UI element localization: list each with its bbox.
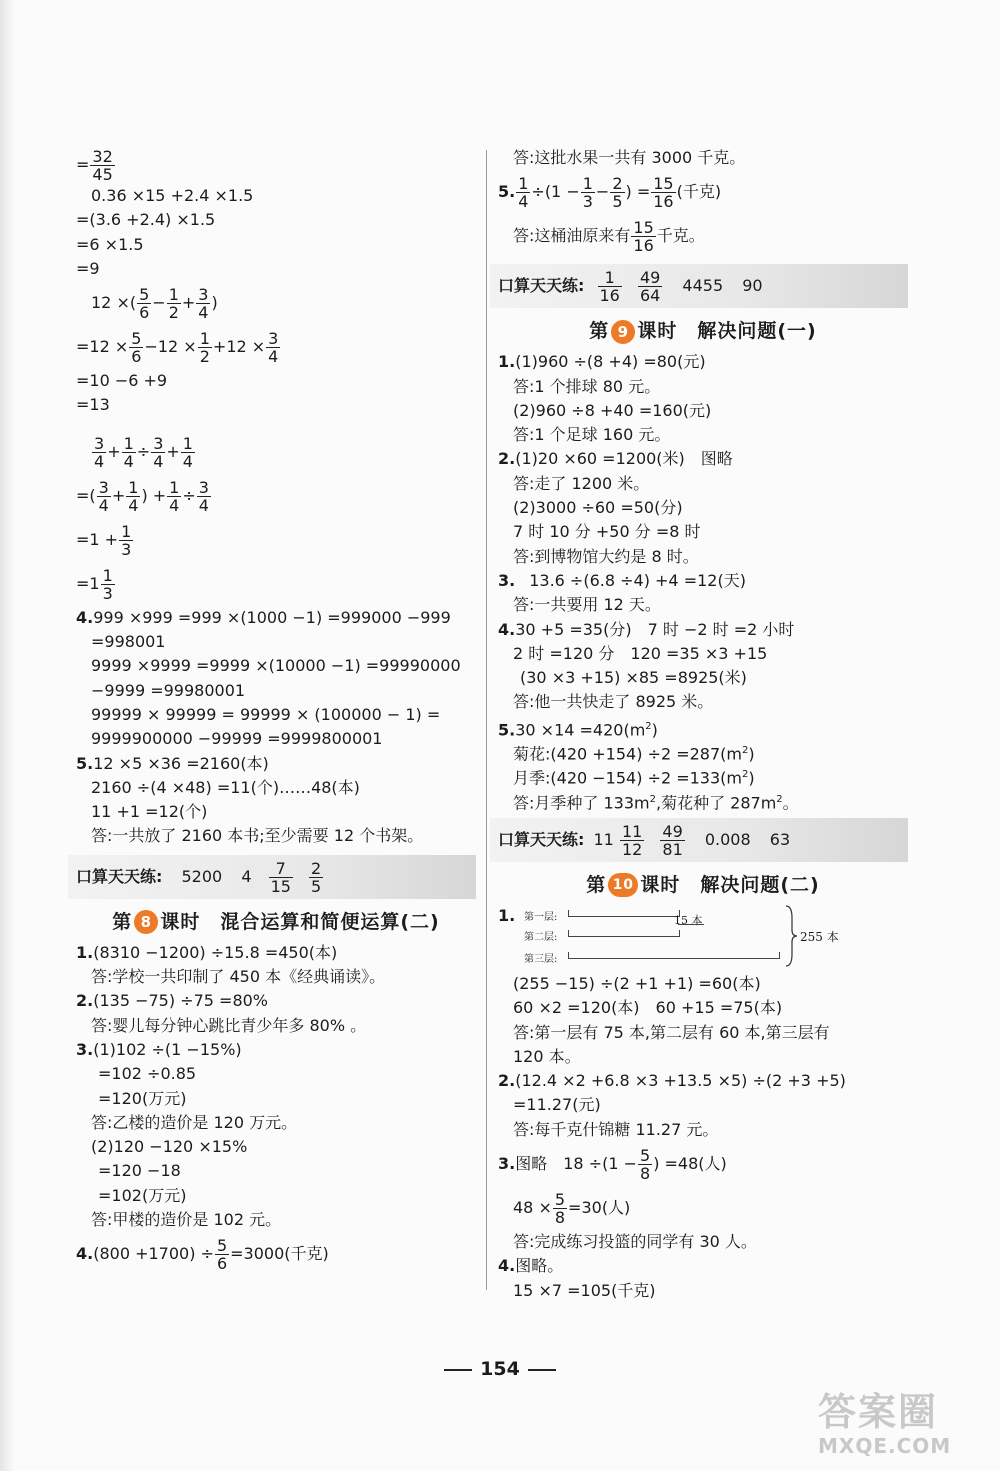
answer-line: 答:他一共快走了 8925 米。 [513,692,714,712]
answer-line: 答:月季种了 $133m^2$,菊花种了 $287m^2$。 [513,792,799,812]
spacer [76,418,476,430]
segment-layer3 [568,952,780,959]
answer-line: 答:完成练习投篮的同学有 30 人。 [513,1232,757,1252]
answer-line: 答:到博物馆大约是 8 时。 [513,546,699,566]
fraction: $\frac{3}{4}$ [94,433,105,471]
question-2-line: 2.(1)20 ×60 =1200(米) 图略 [498,449,733,469]
fraction: $\frac{49}{81}$ [662,821,683,859]
fraction: $\frac{1}{3}$ [121,521,132,559]
expr-line: =1 + $\frac{1}{3}$ [76,521,132,559]
question-4-line: 4.999 ×999 =999 ×(1000 −1) =999000 −999 [76,607,451,627]
question-3-line: 3.(1)102 ÷(1 −15%) [76,1039,242,1059]
answer-line: 答:甲楼的造价是 102 元。 [91,1210,282,1230]
fraction: $\frac{7}{15}$ [270,858,291,896]
segment-layer2 [568,930,680,937]
fraction: $\frac{32}{45}$ [92,147,113,184]
fraction: $\frac{1}{2}$ [199,329,210,367]
answer-line: 答:这批水果一共有 3000 千克。 [513,148,746,167]
expr-line: =6 ×1.5 [76,234,144,254]
watermark-logo: 答案圈 MXQE.COM [818,1390,952,1458]
expr-line: =(3.6 +2.4) ×1.5 [76,210,216,230]
question-5-line: 5.12 ×5 ×36 =2160(本) [76,753,269,773]
fraction: $\frac{3}{4}$ [198,477,209,515]
answer-line: 答:这桶油原来有 $\frac{15}{16}$ 千克。 [513,218,705,256]
expr-line: 11 +1 =12(个) [91,802,208,822]
oral-practice-strip: 口算天天练: 11 $\frac{11}{12}$ $\frac{49}{81}$ 0.008 63 [490,818,908,862]
expr-line: 99999 × 99999 = 99999 × (100000 − 1) = [91,704,441,724]
segment-layer1 [568,910,680,917]
fraction: $\frac{5}{8}$ [640,1146,651,1184]
fraction: $\frac{2}{5}$ [612,174,623,212]
question-2-line: 2.(135 −75) ÷75 =80% [76,991,268,1011]
lesson-heading: 第 10 课时 解决问题(二) [586,873,820,896]
expr-line: =1 $\frac{1}{3}$ [76,565,113,603]
fraction: $\frac{1}{2}$ [168,285,179,323]
expr-line: $\frac{3}{4}$ + $\frac{1}{4}$ ÷ $\frac{3}{4}$ + $\frac{1}{4}$ [94,433,193,471]
expr-line: 9999900000 −99999 =9999800001 [91,729,383,749]
answer-line: 答:一共放了 2160 本书;至少需要 12 个书架。 [91,826,424,846]
expr-line: =10 −6 +9 [76,371,168,391]
question-2-line: 2.(12.4 ×2 +6.8 ×3 +13.5 ×5) ÷(2 +3 +5) [498,1071,846,1091]
fraction: $\frac{5}{6}$ [216,1236,228,1274]
expr-line: =102 ÷0.85 [98,1064,197,1084]
expr-line: (30 ×3 +15) ×85 =8925(米) [520,668,747,688]
page-edge-shadow [0,0,14,1471]
expr-line: =120 −18 [98,1161,181,1181]
brace-icon [784,904,798,968]
diagram-label-255: 255 本 [800,929,839,944]
expr-line: (2)960 ÷8 +40 =160(元) [513,400,712,420]
column-divider [486,150,487,1290]
expr-line: =120(万元) [98,1088,187,1108]
lesson-number-badge: 9 [611,320,635,344]
answer-line: 答:一共要用 12 天。 [513,595,661,615]
expr-line: 0.36 ×15 +2.4 ×1.5 [91,186,254,205]
fraction: $\frac{1}{4}$ [128,477,139,515]
expr-line: 7 时 10 分 +50 分 =8 时 [513,522,701,542]
expr-line: = $\frac{32}{45}$ [76,147,113,184]
fraction: $\frac{11}{12}$ [621,821,643,859]
question-1-line: 1.(8310 −1200) ÷15.8 =450(本) [76,942,338,962]
question-4-line: 4.图略。 [498,1256,564,1276]
expr-line: =102(万元) [98,1185,187,1205]
expr-line: 菊花:(420 $+154) \div 2 =287(m^2)$ [513,744,755,764]
expr-line: 9999 ×9999 =9999 ×(10000 −1) =99990000 [91,656,461,676]
fraction: $\frac{3}{4}$ [198,285,209,323]
oral-practice-strip: 口算天天练: 5200 4 $\frac{7}{15}$ $\frac{2}{5}$ [68,855,476,899]
dash-right [528,1369,556,1371]
question-3-line: 3. 13.6 ÷(6.8 ÷4) +4 =12(天) [498,570,746,590]
fraction: $\frac{1}{4}$ [123,433,134,471]
expr-line: =12 × $\frac{5}{6}$ −12 × $\frac{1}{2}$ +12 × $\frac{3}{4}$ [76,329,279,367]
answer-line: 答:乙楼的造价是 120 万元。 [91,1112,298,1132]
expr-line: 2 时 =120 分 120 =35 ×3 +15 [513,643,768,663]
expr-line: 2160 ÷(4 ×48) =11(个)……48(本) [91,777,360,797]
fraction: $\frac{3}{4}$ [98,477,109,515]
question-4-line: 4.(800 +1700) ÷ $\frac{5}{6}$ =3000(千克) [76,1236,329,1274]
answer-line: 答:走了 1200 米。 [513,473,650,493]
fraction: $\frac{1}{4}$ [169,477,180,515]
right-column [498,146,908,1303]
question-1-line: 1.(1)960 ÷(8 +4) =80(元) [498,352,706,372]
left-column [76,146,476,1276]
bookshelf-diagram: 1. 第一层: 第二层: 15 本 第三层: 255 本 [498,904,908,972]
fraction: $\frac{5}{6}$ [139,285,150,323]
fraction: $\frac{15}{16}$ [633,218,654,256]
expr-line: (2)3000 ÷60 =50(分) [513,498,683,518]
expr-line: 48 × $\frac{5}{8}$ =30(人) [513,1190,631,1228]
expr-line: 15 ×7 =105(千克) [513,1280,656,1300]
answer-line: 答:婴儿每分钟心跳比青少年多 80% 。 [91,1015,367,1035]
expr-line: =( $\frac{3}{4}$ + $\frac{1}{4}$ ) + $\frac{1}{4}$ ÷ $\frac{3}{4}$ [76,477,209,515]
question-4-line: 4.30 +5 =35(分) 7 时 −2 时 =2 小时 [498,619,795,639]
question-5-line: 5. $\frac{1}{4}$ ÷(1 − $\frac{1}{3}$ − $\frac{2}{5}$ ) = $\frac{15}{16}$ (千克) [498,174,722,212]
answer-line: 答:1 个足球 160 元。 [513,425,671,445]
fraction: $\frac{49}{64}$ [639,268,661,306]
fraction: $\frac{1}{3}$ [102,565,113,603]
page-number: 154 [0,1358,1000,1380]
fraction: $\frac{2}{5}$ [311,858,322,896]
expr-line: 月季:(420 $-154) \div 2 =133(m^2)$ [513,768,755,788]
answer-line: 答:1 个排球 80 元。 [513,376,661,396]
expr-line: 12 ×( $\frac{5}{6}$ − $\frac{1}{2}$ + $\frac{3}{4}$ ) [91,285,218,323]
fraction: $\frac{1}{3}$ [582,174,593,212]
diagram-label-15: 15 本 [674,913,703,927]
lesson-heading: 第 9 课时 解决问题(一) [589,320,817,343]
expr-line: =9 [76,258,100,278]
expr-line: =13 [76,395,110,415]
diagram-label-layer1: 第一层: [524,911,558,923]
fraction: $\frac{5}{8}$ [554,1190,566,1228]
lesson-number-badge: 8 [134,910,158,934]
expr-line: =11.27(元) [513,1095,601,1115]
expr-line: (2)120 −120 ×15% [91,1137,248,1157]
answer-line: 答:每千克什锦糖 11.27 元。 [513,1119,719,1139]
fraction: $\frac{1}{4}$ [518,174,529,212]
fraction: $\frac{5}{6}$ [131,329,142,367]
answer-line: 答:学校一共印制了 450 本《经典诵读》。 [91,967,386,987]
fraction: $\frac{1}{16}$ [599,268,620,306]
dash-left [444,1369,472,1371]
expr-line: −9999 =99980001 [91,680,246,700]
lesson-number-badge: 10 [608,873,638,897]
fraction: $\frac{3}{4}$ [268,329,279,367]
diagram-label-layer2: 第二层: [524,931,558,943]
answer-line: 答:第一层有 75 本,第二层有 60 本,第三层有 [513,1022,830,1042]
expr-line: 60 ×2 =120(本) 60 +15 =75(本) [513,998,783,1018]
fraction: $\frac{15}{16}$ [653,174,674,212]
fraction: $\frac{1}{4}$ [182,433,193,471]
expr-line: =998001 [91,632,166,652]
expr-line: (255 −15) ÷(2 +1 +1) =60(本) [513,973,761,993]
fraction: $\frac{3}{4}$ [153,433,164,471]
answer-line: 120 本。 [513,1046,581,1066]
question-3-line: 3.图略 18 ÷(1 − $\frac{5}{8}$ ) =48(人) [498,1146,727,1184]
lesson-heading: 第 8 课时 混合运算和简便运算(二) [112,910,440,933]
oral-practice-strip: 口算天天练: $\frac{1}{16}$ $\frac{49}{64}$ 4455 90 [490,264,908,308]
diagram-label-layer3: 第三层: [524,953,558,965]
question-5-line: $5.30 \times 14 =420(m^2)$ [498,720,658,740]
